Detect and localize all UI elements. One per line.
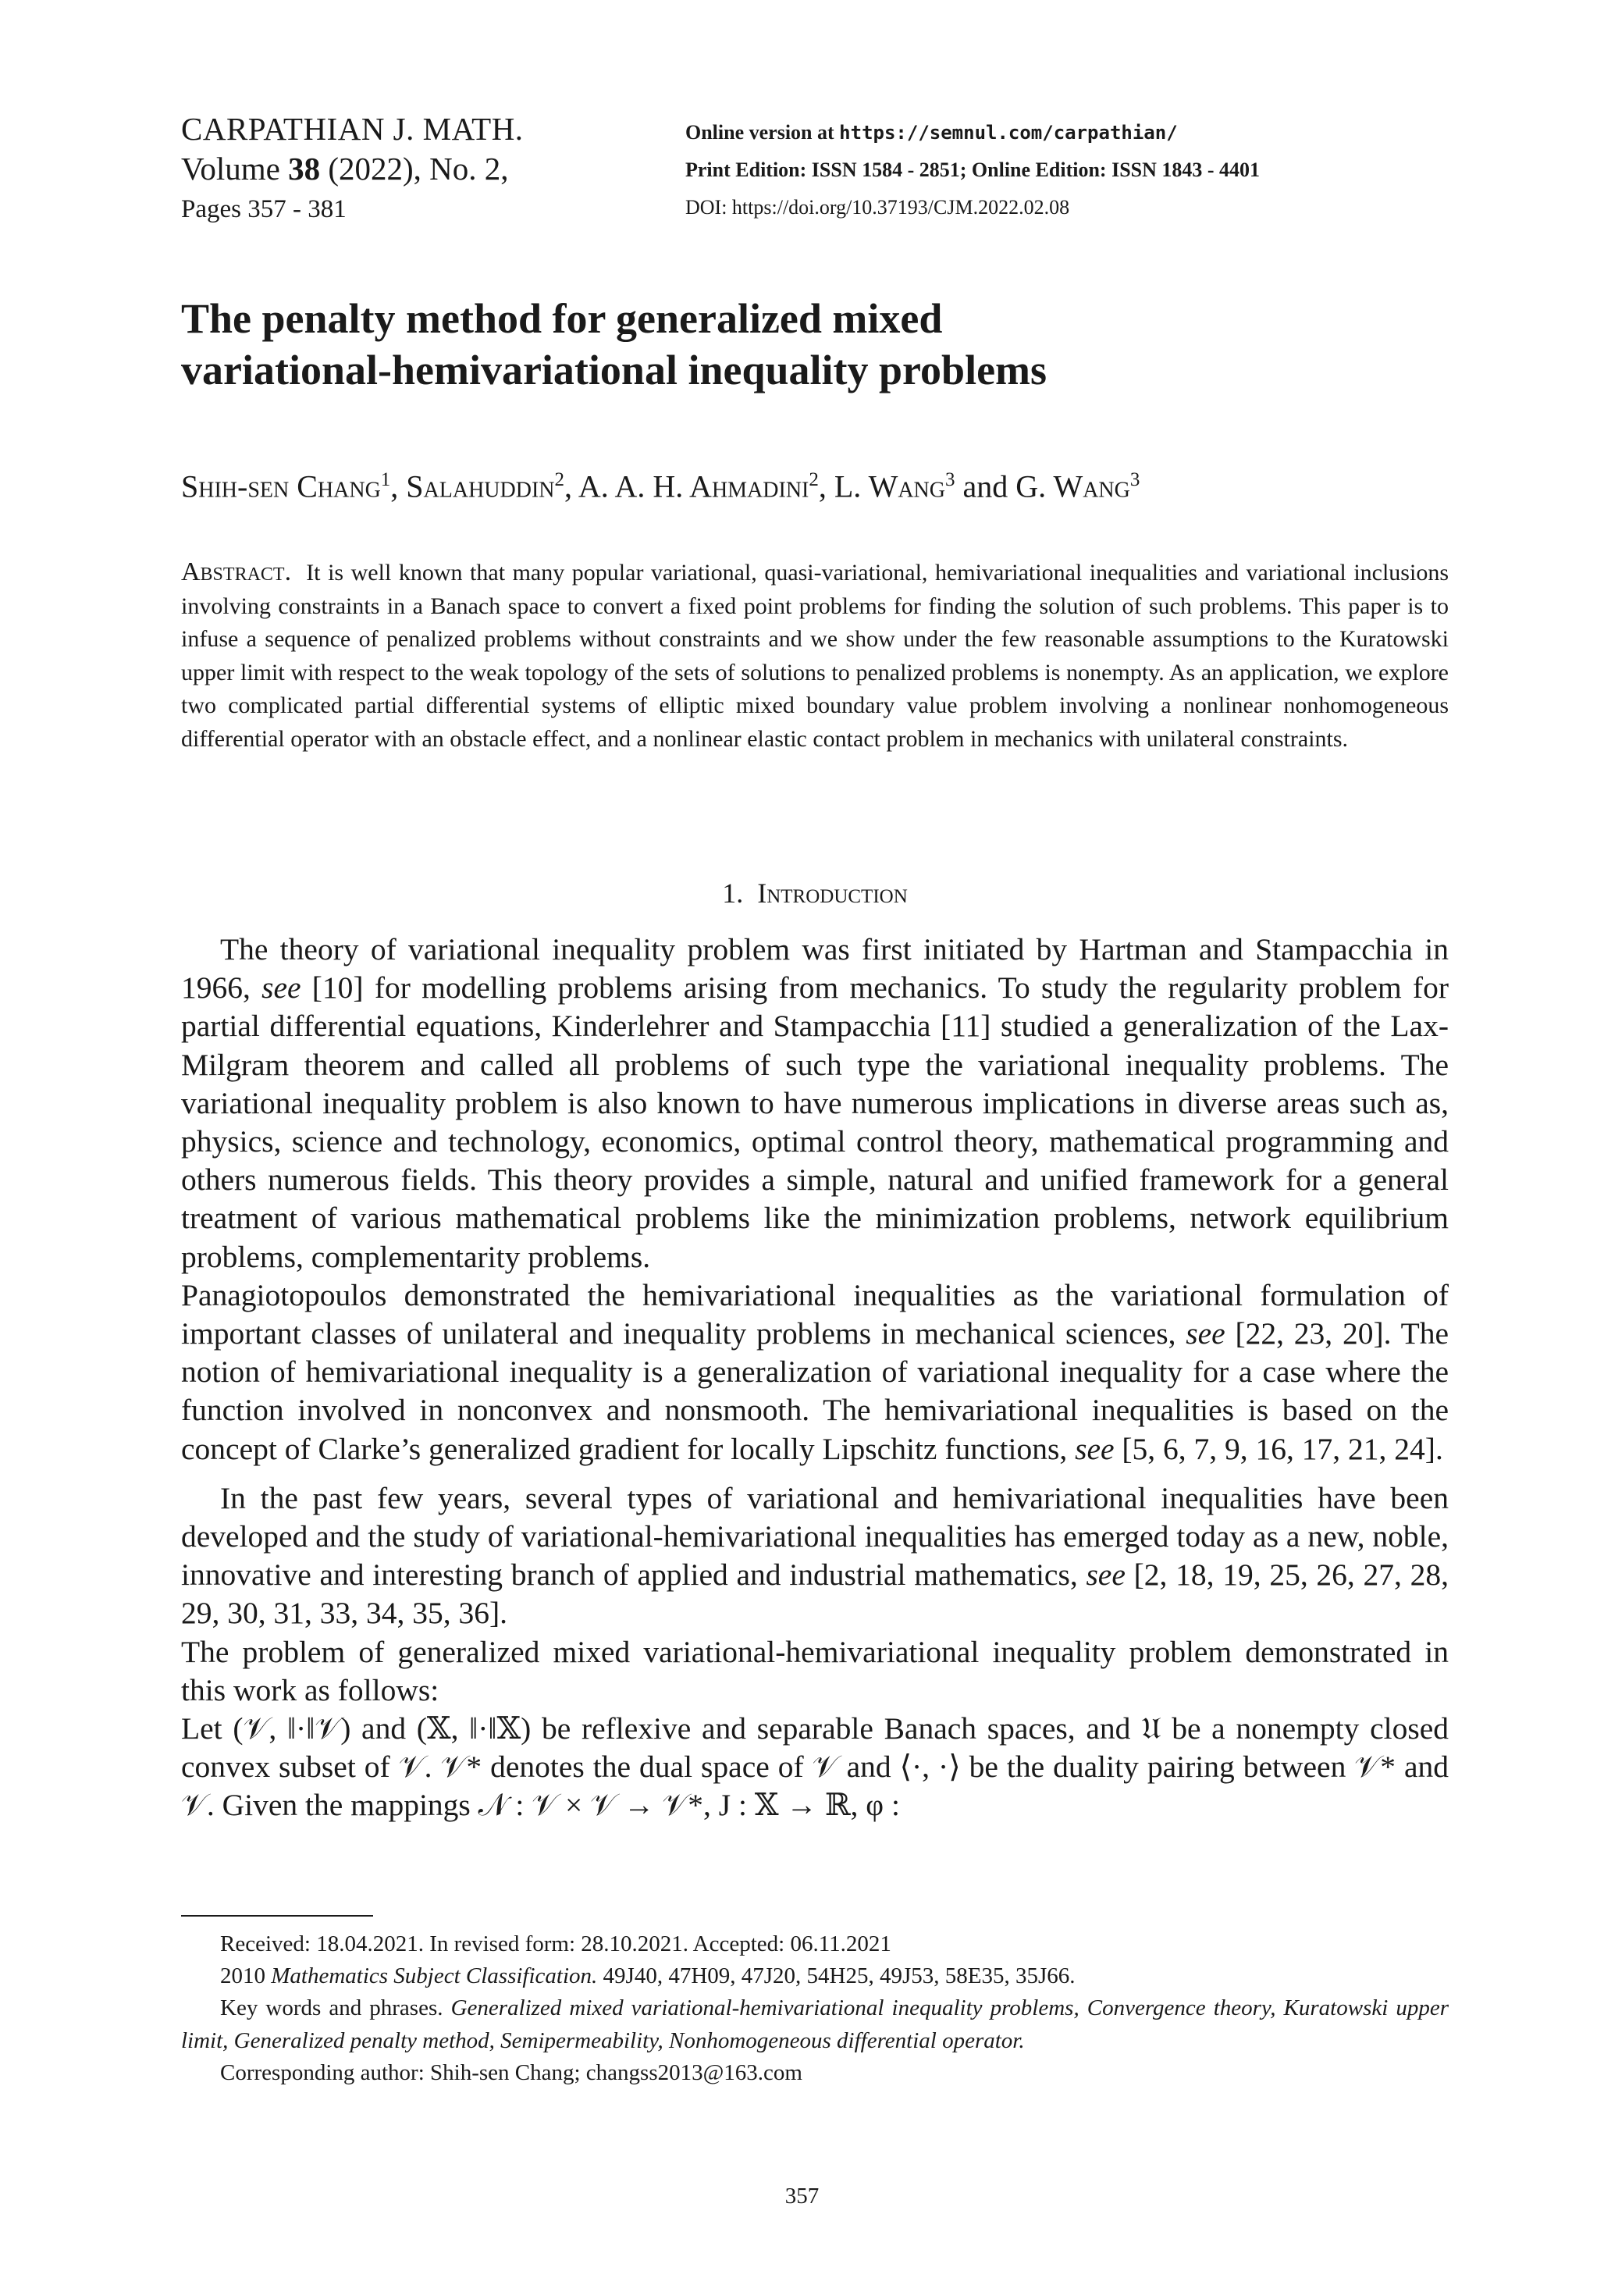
title-line-1: The penalty method for generalized mixed <box>181 295 943 342</box>
emphasis: see <box>1186 1316 1225 1351</box>
received-dates: Received: 18.04.2021. In revised form: 28.10.2021. Accepted: 06.11.2021 <box>220 1931 891 1956</box>
journal-header <box>181 109 618 230</box>
footnote-rule <box>181 1915 373 1917</box>
msc-codes: 49J40, 47H09, 47J20, 54H25, 49J53, 58E35, 35J66. <box>597 1963 1076 1989</box>
abstract <box>181 556 1449 756</box>
edition-info <box>685 114 1544 226</box>
emphasis: see <box>1086 1557 1126 1593</box>
volume-number: 38 <box>288 151 321 187</box>
author-and: and <box>955 468 1016 504</box>
footnotes <box>181 1928 1449 2089</box>
author-separator: , <box>564 468 578 504</box>
online-version <box>685 114 1544 151</box>
title-line-2: variational-hemivariational inequality problems <box>181 347 1047 393</box>
paragraph <box>181 931 1449 1276</box>
author-name: Shih-sen Chang <box>181 468 381 504</box>
abstract-text: It is well known that many popular variational, quasi-variational, hemivariational inequalities and variational inclusions involving constraints in a Banach space to convert a fixed point problems for finding the solution of such problems. This paper is to infuse a sequence of penalized problems without constraints and we show under the few reasonable assumptions to the Kuratowski upper limit with respect to the weak topology of the sets of solutions to penalized problems is nonempty. As an application, we explore two complicated partial differential systems of elliptic mixed boundary value problem involving a nonlinear nonhomogeneous differential operator with an obstacle effect, and a nonlinear elastic contact problem in mechanics with unilateral constraints. <box>181 560 1449 752</box>
online-url[interactable]: https://semnul.com/carpathian/ <box>839 122 1178 144</box>
paragraph: The problem of generalized mixed variational-hemivariational inequality problem demonstrated in this work as follows: <box>181 1634 1449 1707</box>
emphasis: see <box>1075 1431 1115 1466</box>
corresponding-author: Corresponding author: Shih-sen Chang; changss2013@163.com <box>220 2059 802 2085</box>
paragraph-math: Let (𝒱, ‖·‖𝒱) and (𝕏, ‖·‖𝕏) be reflexive and separable Banach spaces, and 𝔘 be a nonempty closed convex subset of 𝒱. 𝒱* denotes the dual space of 𝒱 and ⟨·, ·⟩ be the duality pairing between 𝒱* and 𝒱. Given the mappings 𝒩 : 𝒱 × 𝒱 → 𝒱*, J : 𝕏 → ℝ, φ : <box>181 1711 1449 1823</box>
paragraph <box>181 1479 1449 1633</box>
author-list <box>181 461 1446 506</box>
keywords-label: Key words and phrases. <box>220 1995 451 2021</box>
online-label: Online version at <box>685 121 840 144</box>
text-run: In the past few years, several types of variational and hemivariational inequalities have been developed and the study of variational-hemivariational inequalities has emerged today as a new, noble, innovative and interesting branch of applied and industrial mathematics, <box>181 1480 1449 1593</box>
author-affiliation: 3 <box>945 469 955 490</box>
doi-line[interactable]: DOI: https://doi.org/10.37193/CJM.2022.02.08 <box>685 196 1070 219</box>
journal-pages: Pages 357 - 381 <box>181 195 347 223</box>
text-run: [5, 6, 7, 9, 16, 17, 21, 24]. <box>1114 1431 1443 1466</box>
volume-prefix: Volume <box>181 151 289 187</box>
journal-volume <box>181 148 618 189</box>
paper-title <box>181 293 1446 396</box>
author-affiliation: 3 <box>1129 469 1140 490</box>
volume-suffix: (2022), No. 2, <box>320 151 509 187</box>
author-name: L. Wang <box>834 468 946 504</box>
text-run: The theory of variational inequality problem was first initiated by Hartman and Stampacchia in 1966, <box>181 932 1449 1006</box>
keywords <box>181 1992 1449 2056</box>
section-heading <box>181 874 1449 912</box>
msc-year: 2010 <box>220 1963 272 1989</box>
msc-classification <box>181 1960 1449 1992</box>
journal-name: CARPATHIAN J. MATH. <box>181 111 524 147</box>
text-run: [22, 23, 20]. The notion of hemivariational inequality is a generalization of variational inequality for a case where the function involved in nonconvex and nonsmooth. The hemivariational inequalities is based on the concept of Clarke’s generalized gradient for locally Lipschitz functions, <box>181 1316 1449 1466</box>
author-separator: , <box>818 468 834 504</box>
section-title: Introduction <box>757 877 908 909</box>
author-name: Salahuddin <box>406 468 555 504</box>
text-run: [10] for modelling problems arising from mechanics. To study the regularity problem for partial differential equations, Kinderlehrer and Stampacchia [11] studied a generalization of the Lax-Milgram theorem and called all problems of such type the variational inequality problems. The variational inequality problem is also known to have numerous implications in diverse areas such as, physics, science and technology, economics, optimal control theory, mathematical programming and others numerous fields. This theory provides a simple, natural and unified framework for a general treatment of various mathematical problems like the minimization problems, network equilibrium problems, complementarity problems. <box>181 970 1449 1274</box>
paragraph <box>181 1276 1449 1468</box>
keywords-text: Generalized mixed variational-hemivariational inequality problems, Convergence theory, Kuratowski upper limit, Generalized penalty method, Semipermeability, Nonhomogeneous differential operator. <box>181 1995 1449 2053</box>
text-run: [2, 18, 19, 25, 26, 27, 28, 29, 30, 31, 33, 34, 35, 36]. <box>181 1557 1449 1631</box>
author-affiliation: 2 <box>809 469 819 490</box>
abstract-label: Abstract. <box>181 557 292 586</box>
issn-line: Print Edition: ISSN 1584 - 2851; Online Edition: ISSN 1843 - 4401 <box>685 158 1261 181</box>
author-name: G. Wang <box>1015 468 1130 504</box>
emphasis: see <box>261 970 301 1006</box>
page-number: 357 <box>784 2184 820 2209</box>
body-text <box>181 931 1449 1825</box>
author-affiliation: 2 <box>554 469 565 490</box>
author-affiliation: 1 <box>380 469 391 490</box>
text-run: Panagiotopoulos demonstrated the hemivariational inequalities as the variational formulation of important classes of unilateral and inequality problems in mechanical sciences, <box>181 1277 1449 1351</box>
section-number: 1. <box>722 877 744 909</box>
author-name: A. A. H. Ahmadini <box>578 468 809 504</box>
msc-label: Mathematics Subject Classification. <box>271 1963 598 1989</box>
author-separator: , <box>390 468 407 504</box>
